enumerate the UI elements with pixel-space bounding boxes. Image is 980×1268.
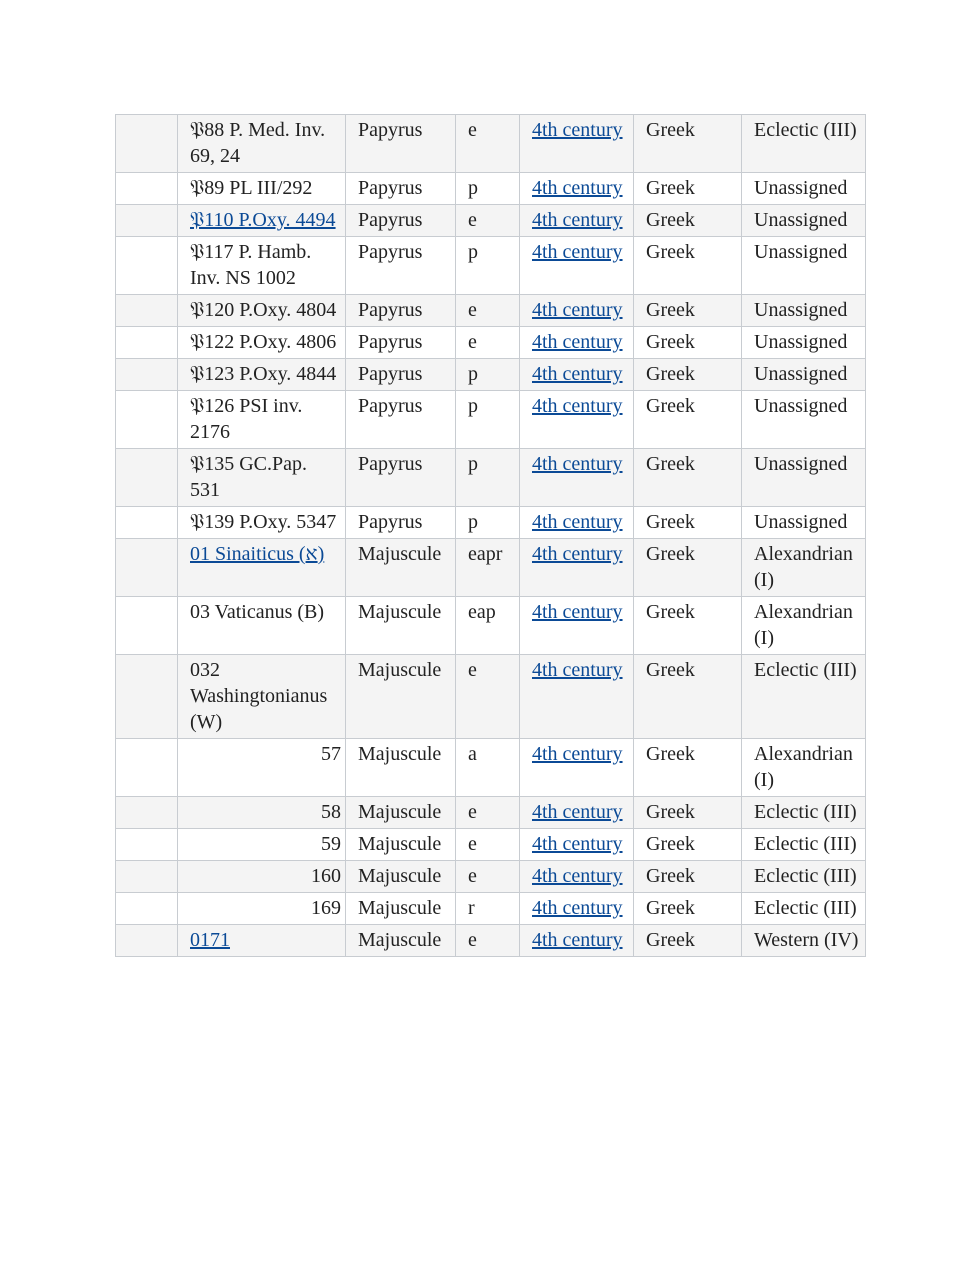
content-text: p — [468, 453, 478, 475]
manuscript-name-text: 𝔓120 P.Oxy. 4804 — [190, 299, 337, 321]
table-row — [116, 391, 866, 449]
index-cell — [116, 205, 178, 237]
content-cell — [456, 205, 520, 237]
material-cell — [346, 295, 456, 327]
table-row — [116, 205, 866, 237]
language-cell — [634, 449, 742, 507]
material-cell — [346, 655, 456, 739]
material-text: Majuscule — [358, 865, 442, 887]
material-text: Papyrus — [358, 511, 423, 533]
content-cell — [456, 327, 520, 359]
category-text: Unassigned — [754, 331, 848, 353]
content-cell — [456, 861, 520, 893]
index-cell — [116, 507, 178, 539]
manuscript-name-text: 𝔓117 P. Hamb. Inv. NS 1002 — [190, 241, 312, 289]
manuscript-name-cell — [178, 205, 346, 237]
manuscript-table-container — [115, 114, 865, 957]
material-cell — [346, 893, 456, 925]
table-row — [116, 237, 866, 295]
date-cell — [520, 359, 634, 391]
content-cell — [456, 893, 520, 925]
language-text: Greek — [646, 865, 695, 887]
date-cell — [520, 205, 634, 237]
date-link[interactable]: 4th century — [532, 865, 623, 887]
content-cell — [456, 797, 520, 829]
content-text: e — [468, 119, 477, 141]
category-text: Eclectic (III) — [754, 801, 857, 823]
material-text: Papyrus — [358, 395, 423, 417]
index-cell — [116, 893, 178, 925]
category-cell — [742, 327, 866, 359]
language-text: Greek — [646, 801, 695, 823]
language-cell — [634, 925, 742, 957]
date-link[interactable]: 4th century — [532, 897, 623, 919]
index-cell — [116, 539, 178, 597]
language-cell — [634, 797, 742, 829]
manuscript-name-cell — [178, 829, 346, 861]
date-cell — [520, 237, 634, 295]
category-cell — [742, 655, 866, 739]
manuscript-name-cell — [178, 359, 346, 391]
date-cell — [520, 539, 634, 597]
manuscript-name-cell — [178, 391, 346, 449]
language-text: Greek — [646, 299, 695, 321]
index-cell — [116, 391, 178, 449]
manuscript-name-text: 𝔓122 P.Oxy. 4806 — [190, 331, 337, 353]
date-link[interactable]: 4th century — [532, 601, 623, 623]
date-cell — [520, 173, 634, 205]
table-row — [116, 539, 866, 597]
category-cell — [742, 295, 866, 327]
content-cell — [456, 829, 520, 861]
category-cell — [742, 829, 866, 861]
material-text: Majuscule — [358, 897, 442, 919]
manuscript-name-cell — [178, 861, 346, 893]
material-cell — [346, 829, 456, 861]
content-text: eap — [468, 601, 496, 623]
date-cell — [520, 797, 634, 829]
language-cell — [634, 115, 742, 173]
language-text: Greek — [646, 119, 695, 141]
date-link[interactable]: 4th century — [532, 363, 623, 385]
content-cell — [456, 449, 520, 507]
content-cell — [456, 173, 520, 205]
language-cell — [634, 655, 742, 739]
category-text: Eclectic (III) — [754, 833, 857, 855]
category-cell — [742, 797, 866, 829]
material-cell — [346, 115, 456, 173]
table-row — [116, 173, 866, 205]
language-text: Greek — [646, 897, 695, 919]
category-text: Alexandrian (I) — [754, 743, 853, 791]
material-text: Majuscule — [358, 743, 442, 765]
category-cell — [742, 391, 866, 449]
category-text: Western (IV) — [754, 929, 859, 951]
material-text: Majuscule — [358, 801, 442, 823]
content-cell — [456, 237, 520, 295]
manuscript-name-cell — [178, 449, 346, 507]
manuscript-name-text: 𝔓88 P. Med. Inv. 69, 24 — [190, 119, 326, 167]
table-row — [116, 829, 866, 861]
language-cell — [634, 893, 742, 925]
manuscript-name-text: 03 Vaticanus (B) — [190, 601, 325, 623]
content-cell — [456, 597, 520, 655]
date-link[interactable]: 4th century — [532, 833, 623, 855]
date-cell — [520, 829, 634, 861]
manuscript-name-text: 𝔓126 PSI inv. 2176 — [190, 395, 303, 443]
manuscript-name-text: 𝔓135 GC.Pap. 531 — [190, 453, 308, 501]
category-text: Unassigned — [754, 395, 848, 417]
language-text: Greek — [646, 929, 695, 951]
date-link[interactable]: 4th century — [532, 543, 623, 565]
category-cell — [742, 925, 866, 957]
material-text: Majuscule — [358, 833, 442, 855]
manuscript-name-cell — [178, 893, 346, 925]
language-text: Greek — [646, 241, 695, 263]
index-cell — [116, 327, 178, 359]
material-cell — [346, 797, 456, 829]
category-cell — [742, 115, 866, 173]
manuscript-table — [115, 114, 866, 957]
material-text: Majuscule — [358, 659, 442, 681]
manuscript-name-text: 160 — [311, 865, 341, 887]
index-cell — [116, 173, 178, 205]
index-cell — [116, 797, 178, 829]
table-row — [116, 449, 866, 507]
manuscript-name-cell — [178, 739, 346, 797]
index-cell — [116, 739, 178, 797]
manuscript-name-cell — [178, 173, 346, 205]
language-cell — [634, 173, 742, 205]
content-cell — [456, 507, 520, 539]
date-link[interactable]: 4th century — [532, 395, 623, 417]
language-text: Greek — [646, 659, 695, 681]
date-link[interactable]: 4th century — [532, 743, 623, 765]
content-text: p — [468, 177, 478, 199]
category-text: Eclectic (III) — [754, 865, 857, 887]
material-text: Majuscule — [358, 929, 442, 951]
content-text: p — [468, 363, 478, 385]
index-cell — [116, 359, 178, 391]
material-text: Papyrus — [358, 331, 423, 353]
table-row — [116, 507, 866, 539]
material-text: Papyrus — [358, 177, 423, 199]
manuscript-name-text: 032 Washingtonianus (W) — [190, 659, 328, 733]
category-cell — [742, 359, 866, 391]
category-text: Unassigned — [754, 453, 848, 475]
table-row — [116, 295, 866, 327]
date-link[interactable]: 4th century — [532, 929, 623, 951]
content-text: a — [468, 743, 477, 765]
language-cell — [634, 539, 742, 597]
material-cell — [346, 205, 456, 237]
category-cell — [742, 597, 866, 655]
date-link[interactable]: 4th century — [532, 241, 623, 263]
date-cell — [520, 449, 634, 507]
category-text: Alexandrian (I) — [754, 543, 853, 591]
table-row — [116, 655, 866, 739]
content-cell — [456, 359, 520, 391]
material-text: Majuscule — [358, 601, 442, 623]
index-cell — [116, 295, 178, 327]
date-cell — [520, 327, 634, 359]
language-text: Greek — [646, 743, 695, 765]
category-cell — [742, 205, 866, 237]
table-row — [116, 861, 866, 893]
date-cell — [520, 925, 634, 957]
manuscript-name-cell — [178, 115, 346, 173]
category-text: Unassigned — [754, 511, 848, 533]
date-cell — [520, 115, 634, 173]
language-cell — [634, 327, 742, 359]
content-cell — [456, 391, 520, 449]
date-cell — [520, 893, 634, 925]
manuscript-link[interactable]: 01 Sinaiticus (א) — [190, 543, 325, 565]
language-text: Greek — [646, 543, 695, 565]
content-text: p — [468, 395, 478, 417]
language-text: Greek — [646, 363, 695, 385]
date-link[interactable]: 4th century — [532, 511, 623, 533]
material-cell — [346, 507, 456, 539]
content-text: e — [468, 331, 477, 353]
material-text: Majuscule — [358, 543, 442, 565]
date-link[interactable]: 4th century — [532, 299, 623, 321]
category-text: Eclectic (III) — [754, 119, 857, 141]
content-cell — [456, 925, 520, 957]
language-text: Greek — [646, 511, 695, 533]
category-cell — [742, 893, 866, 925]
content-text: e — [468, 209, 477, 231]
category-cell — [742, 739, 866, 797]
category-text: Alexandrian (I) — [754, 601, 853, 649]
language-text: Greek — [646, 395, 695, 417]
date-link[interactable]: 4th century — [532, 177, 623, 199]
manuscript-name-text: 58 — [321, 801, 341, 823]
table-row — [116, 739, 866, 797]
table-row — [116, 925, 866, 957]
language-cell — [634, 829, 742, 861]
content-text: eapr — [468, 543, 503, 565]
date-link[interactable]: 4th century — [532, 119, 623, 141]
category-text: Eclectic (III) — [754, 897, 857, 919]
language-cell — [634, 205, 742, 237]
index-cell — [116, 829, 178, 861]
language-text: Greek — [646, 601, 695, 623]
material-text: Papyrus — [358, 453, 423, 475]
material-cell — [346, 739, 456, 797]
material-cell — [346, 173, 456, 205]
manuscript-name-text: 𝔓139 P.Oxy. 5347 — [190, 511, 337, 533]
category-cell — [742, 173, 866, 205]
category-cell — [742, 507, 866, 539]
index-cell — [116, 925, 178, 957]
language-cell — [634, 507, 742, 539]
table-row — [116, 893, 866, 925]
table-row — [116, 597, 866, 655]
index-cell — [116, 597, 178, 655]
material-text: Papyrus — [358, 241, 423, 263]
table-row — [116, 115, 866, 173]
material-text: Papyrus — [358, 119, 423, 141]
category-text: Eclectic (III) — [754, 659, 857, 681]
table-row — [116, 327, 866, 359]
material-cell — [346, 925, 456, 957]
language-cell — [634, 359, 742, 391]
language-text: Greek — [646, 453, 695, 475]
manuscript-name-cell — [178, 655, 346, 739]
manuscript-name-cell — [178, 507, 346, 539]
table-row — [116, 797, 866, 829]
category-text: Unassigned — [754, 177, 848, 199]
material-cell — [346, 359, 456, 391]
manuscript-name-cell — [178, 327, 346, 359]
category-cell — [742, 237, 866, 295]
language-cell — [634, 295, 742, 327]
content-text: p — [468, 241, 478, 263]
manuscript-name-cell — [178, 237, 346, 295]
index-cell — [116, 861, 178, 893]
language-text: Greek — [646, 833, 695, 855]
material-text: Papyrus — [358, 363, 423, 385]
material-cell — [346, 327, 456, 359]
date-link[interactable]: 4th century — [532, 453, 623, 475]
index-cell — [116, 449, 178, 507]
date-cell — [520, 391, 634, 449]
language-cell — [634, 597, 742, 655]
date-cell — [520, 597, 634, 655]
date-link[interactable]: 4th century — [532, 209, 623, 231]
date-link[interactable]: 4th century — [532, 801, 623, 823]
language-cell — [634, 861, 742, 893]
category-text: Unassigned — [754, 209, 848, 231]
language-text: Greek — [646, 177, 695, 199]
manuscript-table-body — [116, 115, 866, 957]
language-cell — [634, 237, 742, 295]
category-text: Unassigned — [754, 241, 848, 263]
content-text: e — [468, 833, 477, 855]
language-cell — [634, 391, 742, 449]
material-cell — [346, 449, 456, 507]
manuscript-name-text: 57 — [321, 743, 341, 765]
language-text: Greek — [646, 209, 695, 231]
material-cell — [346, 861, 456, 893]
content-text: e — [468, 659, 477, 681]
manuscript-name-cell — [178, 797, 346, 829]
table-row — [116, 359, 866, 391]
manuscript-name-cell — [178, 295, 346, 327]
content-cell — [456, 655, 520, 739]
language-text: Greek — [646, 331, 695, 353]
date-link[interactable]: 4th century — [532, 659, 623, 681]
material-text: Papyrus — [358, 209, 423, 231]
content-text: e — [468, 801, 477, 823]
category-cell — [742, 861, 866, 893]
material-cell — [346, 597, 456, 655]
material-cell — [346, 237, 456, 295]
manuscript-name-text: 𝔓89 PL III/292 — [190, 177, 313, 199]
date-cell — [520, 655, 634, 739]
content-cell — [456, 739, 520, 797]
date-cell — [520, 507, 634, 539]
content-text: e — [468, 865, 477, 887]
manuscript-name-text: 59 — [321, 833, 341, 855]
date-cell — [520, 295, 634, 327]
manuscript-link[interactable]: 𝔓110 P.Oxy. 4494 — [190, 209, 336, 231]
content-text: e — [468, 299, 477, 321]
material-text: Papyrus — [358, 299, 423, 321]
index-cell — [116, 115, 178, 173]
manuscript-name-cell — [178, 539, 346, 597]
category-text: Unassigned — [754, 363, 848, 385]
language-cell — [634, 739, 742, 797]
category-text: Unassigned — [754, 299, 848, 321]
manuscript-name-text: 169 — [311, 897, 341, 919]
content-cell — [456, 539, 520, 597]
content-text: e — [468, 929, 477, 951]
material-cell — [346, 539, 456, 597]
manuscript-name-cell — [178, 597, 346, 655]
category-cell — [742, 449, 866, 507]
date-cell — [520, 861, 634, 893]
date-cell — [520, 739, 634, 797]
content-cell — [456, 295, 520, 327]
content-text: p — [468, 511, 478, 533]
date-link[interactable]: 4th century — [532, 331, 623, 353]
material-cell — [346, 391, 456, 449]
manuscript-name-cell — [178, 925, 346, 957]
index-cell — [116, 655, 178, 739]
manuscript-link[interactable]: 0171 — [190, 929, 230, 951]
category-cell — [742, 539, 866, 597]
index-cell — [116, 237, 178, 295]
manuscript-name-text: 𝔓123 P.Oxy. 4844 — [190, 363, 337, 385]
content-text: r — [468, 897, 475, 919]
content-cell — [456, 115, 520, 173]
